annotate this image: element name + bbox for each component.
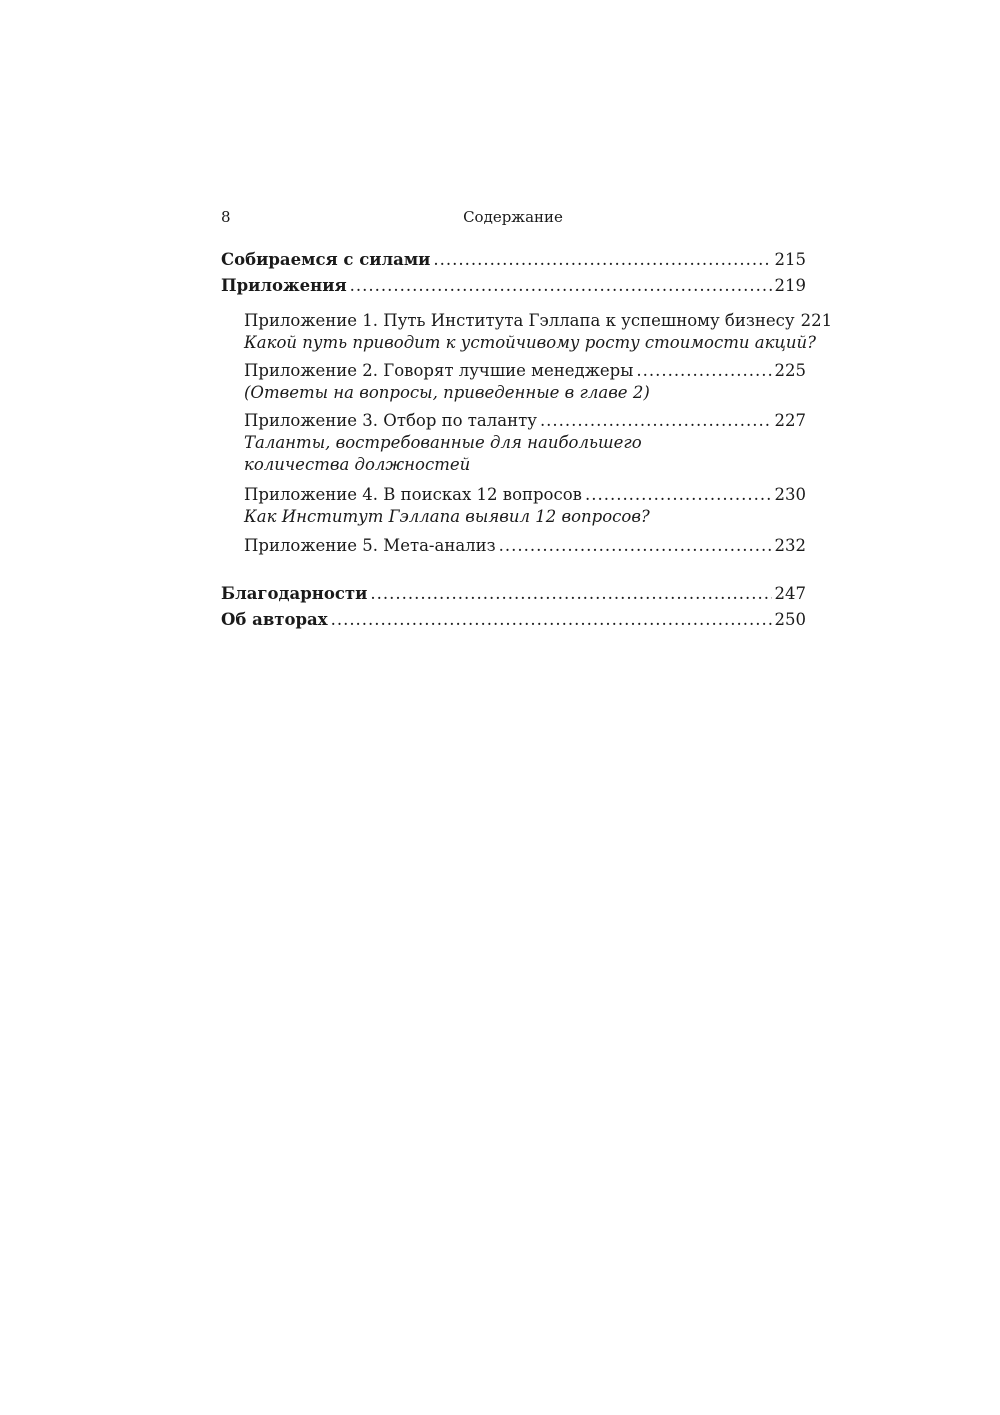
toc-entry-page: 227 [774, 411, 806, 430]
toc-entry-description: Какой путь приводит к устойчивому росту стоимости акций? [244, 333, 817, 352]
running-title: Содержание [463, 208, 563, 226]
page-number: 8 [221, 208, 231, 226]
toc-entry-description: количества должностей [244, 455, 471, 474]
toc-entry-title: Приложения [221, 276, 347, 295]
toc-entry-appendices[interactable] [221, 275, 806, 297]
toc-entry-page: 219 [774, 276, 806, 295]
toc-entry-page: 230 [774, 485, 806, 504]
toc-entry-appendix-2[interactable] [244, 360, 806, 382]
toc-entry-appendix-5[interactable] [244, 535, 806, 557]
toc-leader-dots [585, 484, 772, 506]
toc-entry-about-authors[interactable] [221, 609, 806, 631]
toc-entry-title: Приложение 2. Говорят лучшие менеджеры [244, 361, 634, 380]
toc-entry-description: Таланты, востребованные для наибольшего [244, 433, 642, 452]
toc-leader-dots [540, 410, 772, 432]
toc-entry-title: Об авторах [221, 610, 328, 629]
toc-leader-dots [636, 360, 771, 382]
toc-entry-title: Приложение 1. Путь Института Гэллапа к успешному бизнесу [244, 311, 795, 330]
toc-entry-page: 225 [774, 361, 806, 380]
toc-entry-description: (Ответы на вопросы, приведенные в главе 2) [244, 383, 650, 402]
toc-entry-title: Приложение 4. В поисках 12 вопросов [244, 485, 582, 504]
toc-entry-page: 232 [774, 536, 806, 555]
toc-entry-title: Благодарности [221, 584, 368, 603]
toc-leader-dots [433, 249, 771, 271]
toc-entry-page: 221 [800, 311, 833, 330]
toc-entry-title: Приложение 5. Мета-анализ [244, 536, 496, 555]
toc-entry-title: Собираемся с силами [221, 250, 431, 269]
toc-entry-description: Как Институт Гэллапа выявил 12 вопросов? [244, 507, 650, 526]
toc-entry-appendix-1[interactable] [244, 310, 833, 332]
toc-entry-page: 250 [774, 610, 806, 629]
toc-entry-acknowledgements[interactable] [221, 583, 806, 605]
toc-entry-page: 247 [774, 584, 806, 603]
toc-leader-dots [370, 583, 771, 605]
toc-entry-page: 215 [774, 250, 806, 269]
toc-leader-dots [331, 609, 772, 631]
toc-leader-dots [350, 275, 772, 297]
toc-entry-appendix-3[interactable] [244, 410, 806, 432]
toc-entry-appendix-4[interactable] [244, 484, 806, 506]
toc-leader-dots [499, 535, 772, 557]
toc-entry-title: Приложение 3. Отбор по таланту [244, 411, 537, 430]
toc-entry-gathering[interactable] [221, 249, 806, 271]
